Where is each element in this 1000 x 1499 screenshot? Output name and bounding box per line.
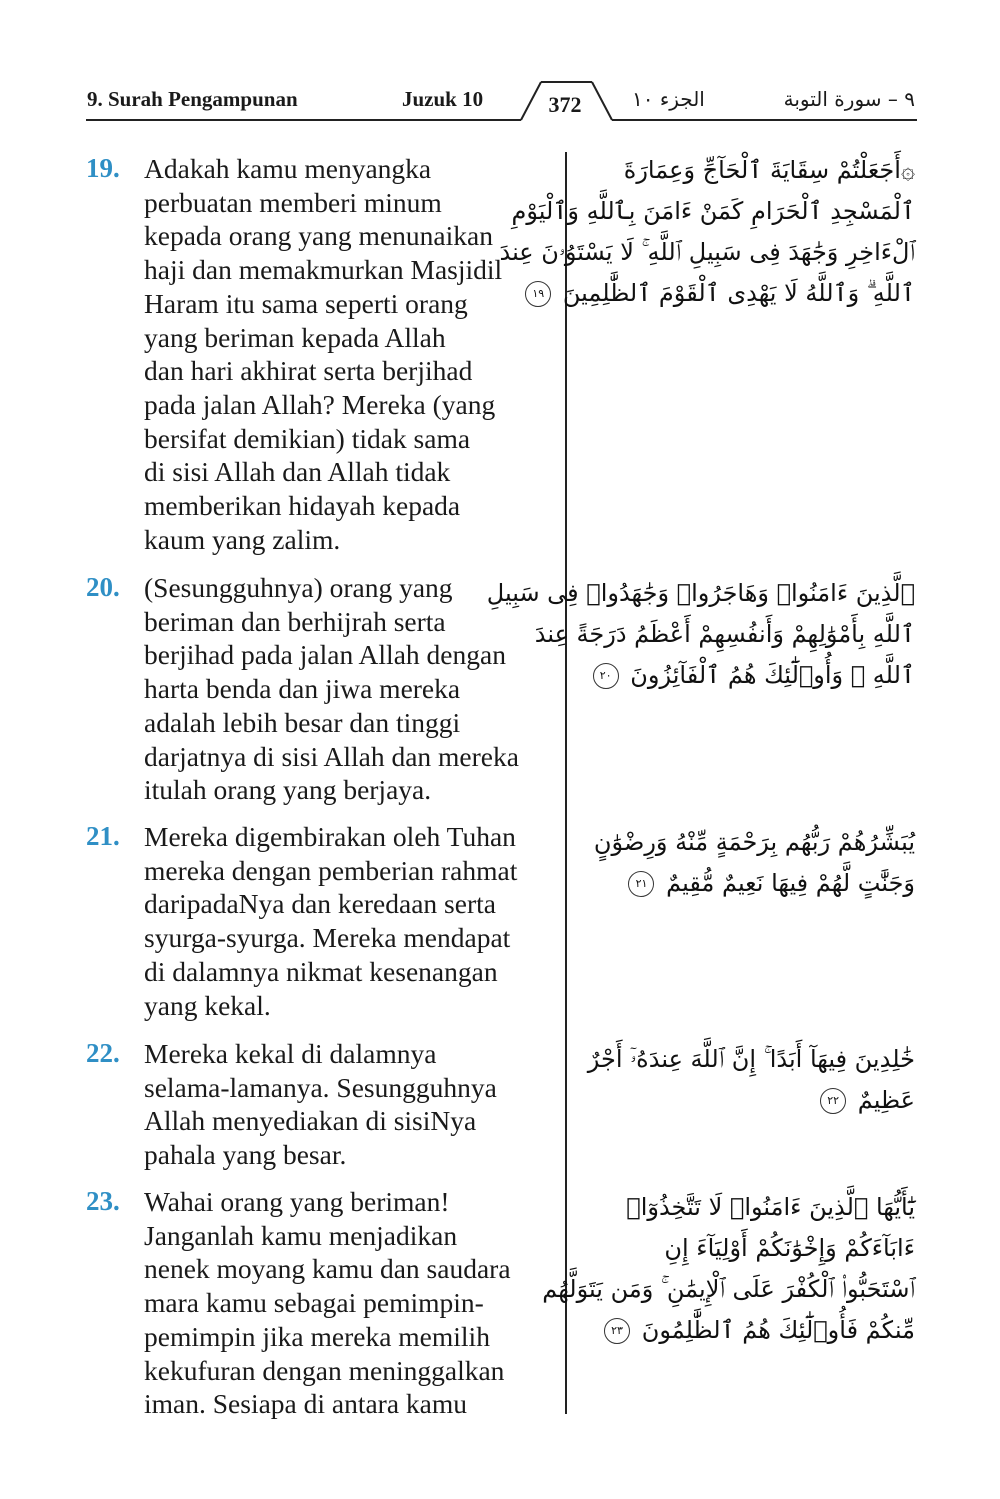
arabic-line [585,1080,915,1121]
ayah-end-marker: ٢٣ [604,1318,630,1344]
arabic-line [532,273,915,314]
verse-translation [144,1037,560,1172]
translation-line: yang kekal. [144,989,271,1021]
verse-arabic [542,1187,915,1351]
arabic-line: يُبَشِّرُهُمْ رَبُّهُم بِرَحْمَةٍ مِّنْهُ وَرِضْوَٰنٍ [593,828,915,856]
translation-line: dan hari akhirat serta berjihad [144,355,473,387]
ayah-end-marker: ٢٢ [820,1088,846,1114]
translation-line: kekufuran dengan meninggalkan [144,1354,505,1386]
translation-line: adalah lebih besar dan tinggi [144,706,461,738]
arabic-line-text: وَجَنَّٰتٍ لَّهُمْ فِيهَا نَعِيمٌ مُّقِيمٌ [666,869,915,897]
translation-line: yang beriman kepada Allah [144,321,446,353]
verse-number: 21. [86,821,120,851]
translation-line: Wahai orang yang beriman! [144,1186,450,1217]
page-number: 372 [548,92,582,117]
translation-line: itulah orang yang berjaya. [144,774,432,806]
translation-line: kepada orang yang menunaikan [144,220,493,252]
header-rule [0,0,1000,130]
verse-translation [144,152,560,556]
translation-line: darjatnya di sisi Allah dan mereka [144,740,519,772]
arabic-line: يَٰٓأَيُّهَا ٱلَّذِينَ ءَامَنُوا۟ لَا تَتَّخِذُوٓا۟ [626,1193,915,1221]
translation-line: beriman dan berhijrah serta [144,605,446,637]
arabic-line-text: ٱللَّهِ ۗ وَٱللَّهُ لَا يَهْدِى ٱلْقَوْمَ ٱلظَّٰلِمِينَ [562,279,915,307]
translation-line: Adakah kamu menyangka [144,153,432,184]
verse-translation [144,1185,560,1421]
arabic-line [585,1310,915,1351]
ayah-end-marker: ١٩ [525,281,551,307]
translation-line: Haram itu sama seperti orang [144,287,468,319]
arabic-line: ءَابَآءَكُمْ وَإِخْوَٰنَكُمْ أَوْلِيَآءَ إِنِ [664,1234,915,1262]
translation-line: haji dan memakmurkan Masjidil [144,254,503,286]
verse-number: 19. [86,153,120,183]
ayah-end-marker: ٢٠ [593,663,619,689]
translation-line: perbuatan memberi minum [144,186,442,218]
column-divider [565,152,567,1414]
verse-translation [144,820,560,1022]
page-header [0,0,1000,125]
arabic-line: ۞أَجَعَلْتُمْ سِقَايَةَ ٱلْحَآجِّ وَعِمَارَةَ [623,156,915,184]
arabic-juz-label: الجزء ١٠ [632,87,705,111]
arabic-line-text: مِّنكُمْ فَأُو۟لَٰٓئِكَ هُمُ ٱلظَّٰلِمُونَ [641,1316,915,1344]
translation-line: pada jalan Allah? Mereka (yang [144,388,496,420]
arabic-line [585,655,915,696]
verse-arabic [486,573,915,696]
translation-line: harta benda dan jiwa mereka [144,673,461,705]
translation-line: Allah menyediakan di sisiNya [144,1105,477,1137]
arabic-line: ٱلْءَاخِرِ وَجَٰهَدَ فِى سَبِيلِ ٱللَّهِ ۚ لَا يَسْتَوُۥنَ عِندَ [499,238,915,266]
translation-line: daripadaNya dan keredaan serta [144,888,496,920]
translation-line: (Sesungguhnya) orang yang [144,572,453,603]
surah-title: 9. Surah Pengampunan [87,87,298,111]
arabic-surah-title: ٩ – سورة التوبة [783,87,915,111]
juzuk-label: Juzuk 10 [402,87,484,111]
translation-line: bersifat demikian) tidak sama [144,422,471,454]
arabic-line-text: عَظِيمٌ [857,1086,915,1114]
translation-line: pemimpin jika mereka memilih [144,1320,490,1352]
translation-line: Mereka kekal di dalamnya [144,1038,437,1069]
translation-line: pahala yang besar. [144,1139,347,1171]
translation-line: mara kamu sebagai pemimpin- [144,1287,484,1319]
arabic-line: ٱللَّهِ بِأَمْوَٰلِهِمْ وَأَنفُسِهِمْ أَعْظَمُ دَرَجَةً عِندَ [534,620,915,648]
arabic-line: ٱسْتَحَبُّوا۟ ٱلْكُفْرَ عَلَى ٱلْإِيمَٰنِ ۚ وَمَن يَتَوَلَّهُم [542,1275,915,1303]
arabic-line: خَٰلِدِينَ فِيهَآ أَبَدًا ۚ إِنَّ ٱللَّهَ عِندَهُۥٓ أَجْرٌ [587,1045,915,1073]
translation-line: selama-lamanya. Sesungguhnya [144,1071,497,1103]
translation-line: nenek moyang kamu dan saudara [144,1253,511,1285]
translation-line: mereka dengan pemberian rahmat [144,854,518,886]
translation-line: di sisi Allah dan Allah tidak [144,456,451,488]
translation-line: syurga-syurga. Mereka mendapat [144,922,511,954]
arabic-line-text: ٱللَّهِ ۚ وَأُو۟لَٰٓئِكَ هُمُ ٱلْفَآئِزُونَ [630,661,915,689]
arabic-line: ٱلْمَسْجِدِ ٱلْحَرَامِ كَمَنْ ءَامَنَ بِٱللَّهِ وَٱلْيَوْمِ [511,197,915,225]
translation-line: Janganlah kamu menjadikan [144,1219,458,1251]
verse-number: 22. [86,1038,120,1068]
verse-arabic [585,822,915,904]
arabic-line [585,863,915,904]
ayah-end-marker: ٢١ [628,871,654,897]
translation-line: memberikan hidayah kepada [144,490,461,522]
verse-number: 23. [86,1186,120,1216]
translation-line: Mereka digembirakan oleh Tuhan [144,821,516,852]
translation-line: iman. Sesiapa di antara kamu [144,1388,468,1420]
verse-number: 20. [86,572,120,602]
translation-line: kaum yang zalim. [144,523,341,555]
translation-line: di dalamnya nikmat kesenangan [144,955,498,987]
verse-arabic [499,150,915,314]
arabic-line: ٱلَّذِينَ ءَامَنُوا۟ وَهَاجَرُوا۟ وَجَٰهَدُوا۟ فِى سَبِيلِ [486,579,915,607]
verse-arabic [585,1039,915,1121]
translation-line: berjihad pada jalan Allah dengan [144,639,506,671]
